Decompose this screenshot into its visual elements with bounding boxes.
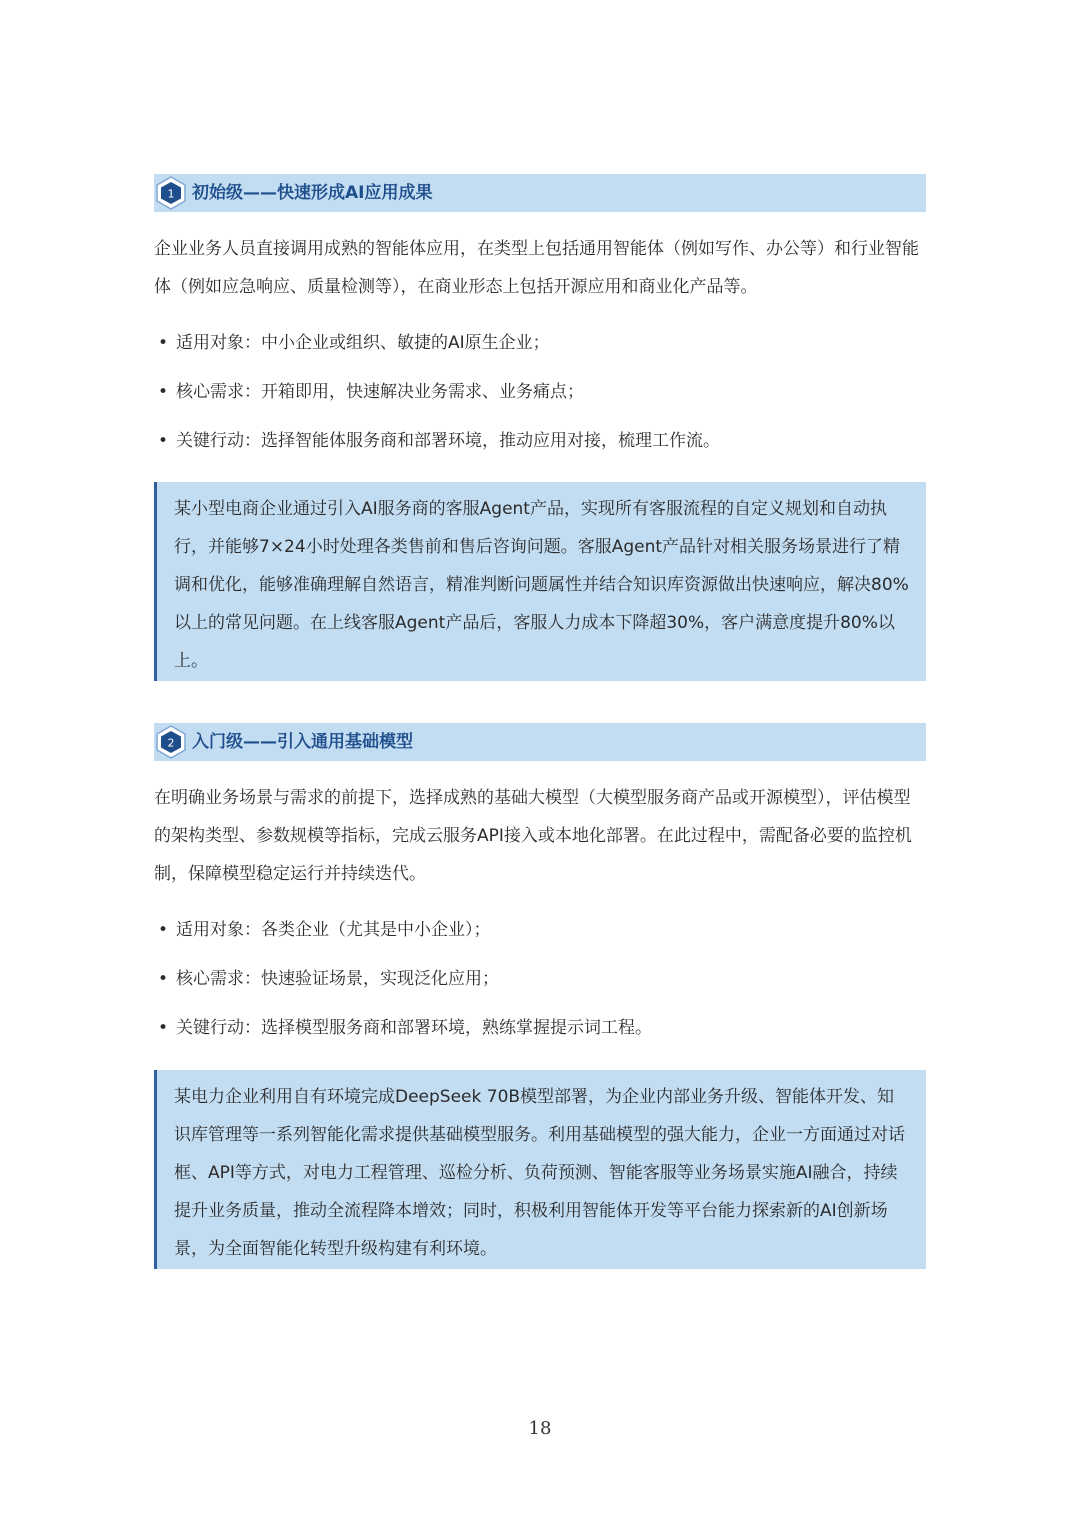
bullet-item xyxy=(158,917,918,943)
case-study-text: 某小型电商企业通过引入AI服务商的客服Agent产品，实现所有客服流程的自定义规划和自动执行，并能够7×24小时处理各类售前和售后咨询问题。客服Agent产品针对相关服务场景进行了精调和优化，能够准确理解自然语言，精准判断问题属性并结合知识库资源做出快速响应，解决80%以上的常见问题。在上线客服Agent产品后，客服人力成本下降超30%，客户满意度提升80%以上。 xyxy=(174,499,909,671)
section-header-1 xyxy=(154,174,926,212)
case-study-text: 某电力企业利用自有环境完成DeepSeek 70B模型部署，为企业内部业务升级、智能体开发、知识库管理等一系列智能化需求提供基础模型服务。利用基础模型的强大能力，企业一方面通过对话框、API等方式，对电力工程管理、巡检分析、负荷预测、智能客服等业务场景实施AI融合，持续提升业务质量，推动全流程降本增效；同时，积极利用智能体开发等平台能力探索新的AI创新场景，为全面智能化转型升级构建有利环境。 xyxy=(174,1087,905,1259)
bullet-text: 关键行动：选择智能体服务商和部署环境，推动应用对接，梳理工作流。 xyxy=(176,431,720,451)
bullet-item xyxy=(158,330,918,356)
case-study-box xyxy=(154,1070,926,1269)
bullet-dot: • xyxy=(158,382,169,402)
number-badge-icon xyxy=(154,725,188,759)
bullet-dot: • xyxy=(158,920,169,940)
bullet-text: 适用对象：各类企业（尤其是中小企业）； xyxy=(176,920,491,940)
bullet-text: 关键行动：选择模型服务商和部署环境，熟练掌握提示词工程。 xyxy=(176,1018,652,1038)
bullet-item xyxy=(158,428,918,454)
bullet-text: 核心需求：开箱即用，快速解决业务需求、业务痛点； xyxy=(176,382,584,402)
section-header-2 xyxy=(154,723,926,761)
page-number: 18 xyxy=(528,1418,552,1439)
number-badge-icon xyxy=(154,176,188,210)
bullet-dot: • xyxy=(158,969,169,989)
badge-number: 1 xyxy=(167,187,175,201)
bullet-dot: • xyxy=(158,1018,169,1038)
bullet-item xyxy=(158,379,918,405)
bullet-item xyxy=(158,1015,918,1041)
section-intro: 企业业务人员直接调用成熟的智能体应用，在类型上包括通用智能体（例如写作、办公等）和行业智能体（例如应急响应、质量检测等），在商业形态上包括开源应用和商业化产品等。 xyxy=(154,239,919,297)
bullet-item xyxy=(158,966,918,992)
bullet-text: 适用对象：中小企业或组织、敏捷的AI原生企业； xyxy=(176,333,550,353)
section-title: 初始级——快速形成AI应用成果 xyxy=(192,183,433,203)
bullet-dot: • xyxy=(158,333,169,353)
section-intro: 在明确业务场景与需求的前提下，选择成熟的基础大模型（大模型服务商产品或开源模型），评估模型的架构类型、参数规模等指标，完成云服务API接入或本地化部署。在此过程中，需配备必要的监控机制，保障模型稳定运行并持续迭代。 xyxy=(154,788,912,884)
section-title: 入门级——引入通用基础模型 xyxy=(192,732,413,752)
bullet-text: 核心需求：快速验证场景，实现泛化应用； xyxy=(176,969,499,989)
badge-number: 2 xyxy=(167,736,175,750)
case-study-box xyxy=(154,482,926,681)
bullet-dot: • xyxy=(158,431,169,451)
